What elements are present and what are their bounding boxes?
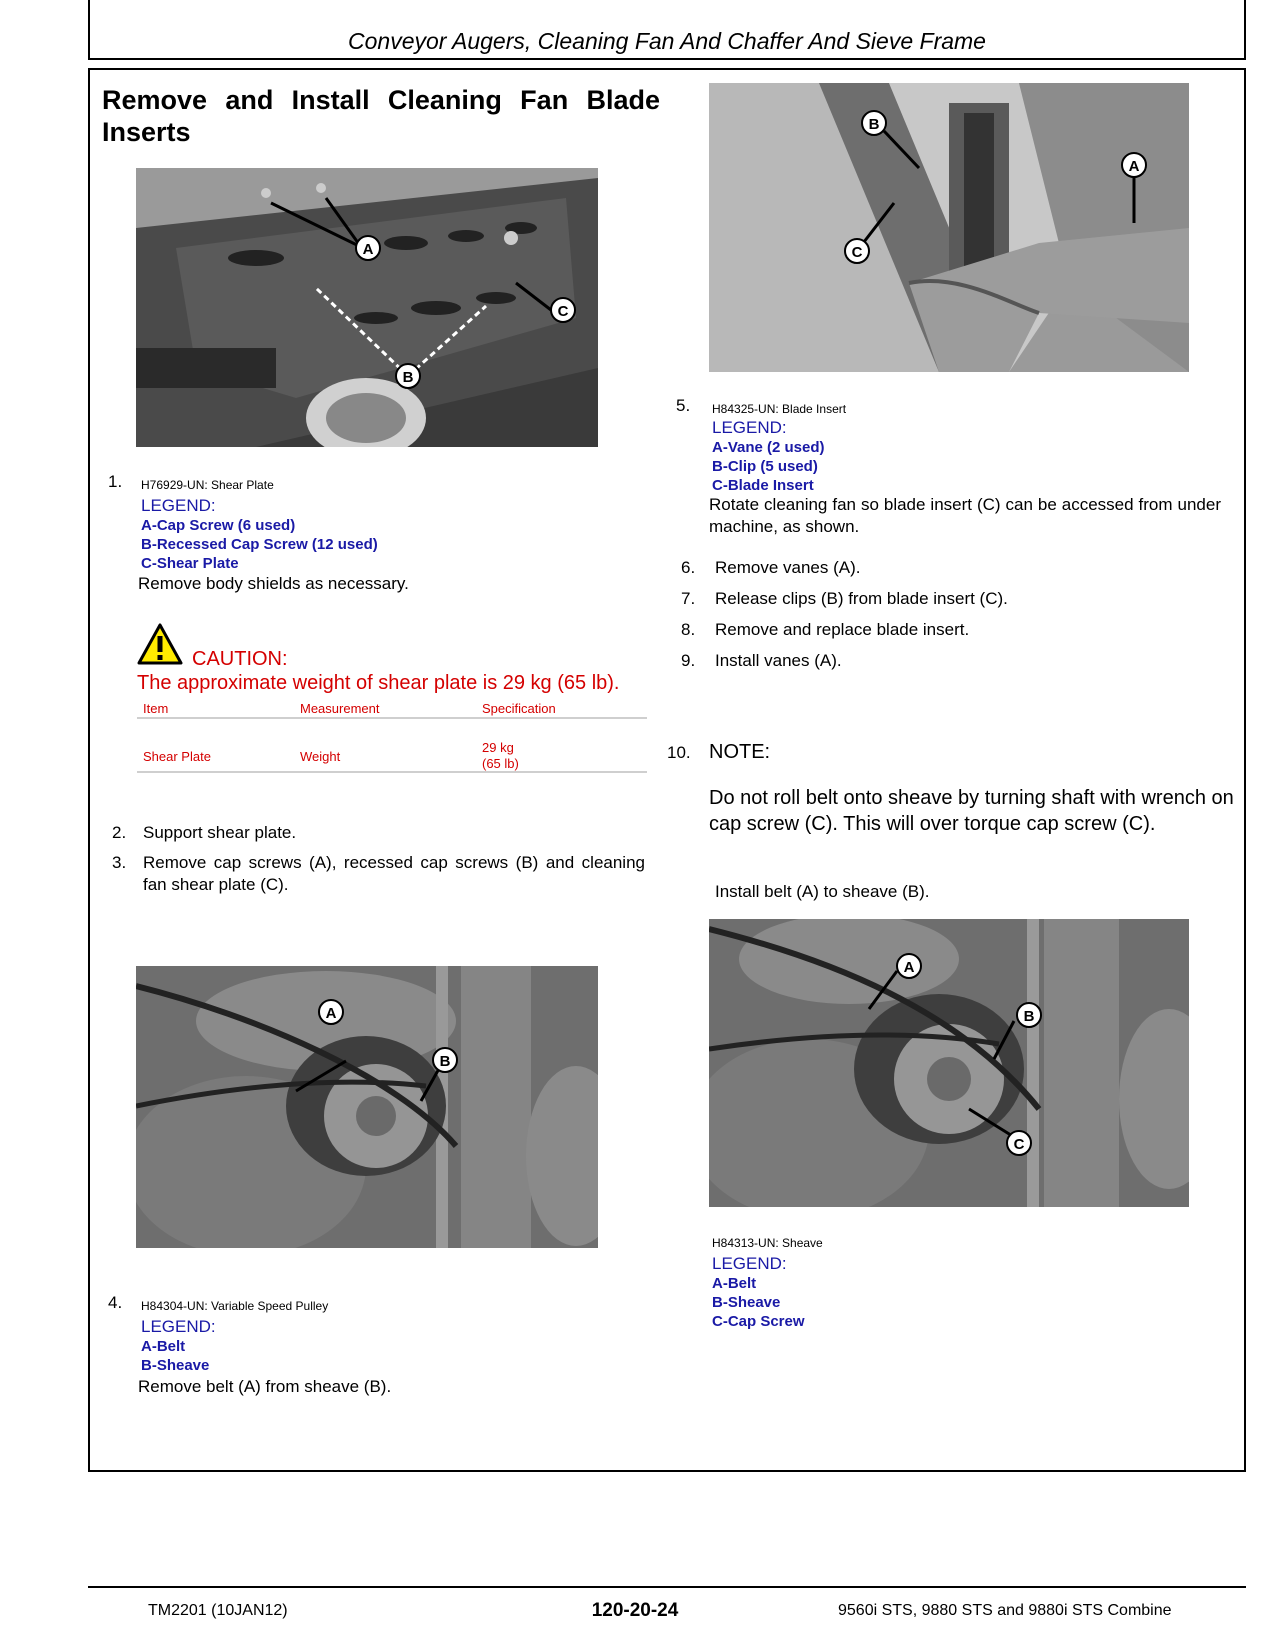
note-label: NOTE: xyxy=(709,741,771,763)
step-text: Install belt (A) to sheave (B). xyxy=(715,882,930,901)
shear-plate-photo xyxy=(136,168,598,447)
step-text: Remove body shields as necessary. xyxy=(138,574,409,593)
step-text: Remove cap screws (A), recessed cap screws (B) and cleaning fan shear plate (C). xyxy=(143,853,645,894)
document-id: TM2201 (10JAN12) xyxy=(148,1602,288,1619)
blade-insert-photo xyxy=(709,83,1189,372)
figure-caption: H84304-UN: Variable Speed Pulley xyxy=(141,1299,329,1313)
legend-item: A-Vane (2 used) xyxy=(712,439,825,456)
callout-b: B xyxy=(439,1053,451,1070)
figure-caption: H76929-UN: Shear Plate xyxy=(141,478,274,492)
legend-heading: LEGEND: xyxy=(712,1254,787,1273)
step-text: Support shear plate. xyxy=(143,823,297,842)
step-text: Release clips (B) from blade insert (C). xyxy=(715,589,1008,608)
variable-speed-pulley-photo xyxy=(136,966,598,1248)
legend-heading: LEGEND: xyxy=(141,1317,216,1336)
page-title: Remove and Install Cleaning Fan Blade Inserts xyxy=(102,85,660,147)
caution-label: CAUTION: xyxy=(192,648,288,670)
legend-item: C-Blade Insert xyxy=(712,477,814,494)
callout-b: B xyxy=(402,369,414,386)
spec-header-item: Item xyxy=(143,701,169,716)
legend-item: A-Belt xyxy=(712,1275,757,1292)
step-text: Install vanes (A). xyxy=(715,651,842,670)
sheave-photo xyxy=(709,919,1189,1207)
page-number: 120-20-24 xyxy=(591,1600,679,1621)
callout-b: B xyxy=(1023,1008,1035,1025)
step-text: Remove vanes (A). xyxy=(715,558,861,577)
section-title: Conveyor Augers, Cleaning Fan And Chaffer And Sieve Frame xyxy=(348,28,986,54)
figure-caption: H84325-UN: Blade Insert xyxy=(712,402,847,416)
step-number: 4. xyxy=(108,1293,123,1312)
spec-cell: 29 kg xyxy=(482,740,514,755)
legend-heading: LEGEND: xyxy=(712,418,787,437)
spec-header-measurement: Measurement xyxy=(300,701,380,716)
callout-b: B xyxy=(868,116,880,133)
step-number: 7. xyxy=(681,589,696,608)
spec-cell: (65 lb) xyxy=(482,756,519,771)
footer-divider xyxy=(88,1586,1246,1588)
step-text: Remove and replace blade insert. xyxy=(715,620,970,639)
callout-c: C xyxy=(1013,1136,1025,1153)
step-number: 2. xyxy=(112,823,127,842)
caution-text: The approximate weight of shear plate is 29 kg (65 lb). xyxy=(137,672,620,694)
legend-item: C-Cap Screw xyxy=(712,1313,805,1330)
step-text: Rotate cleaning fan so blade insert (C) can be accessed from under machine, as shown. xyxy=(709,495,1221,536)
legend-item: B-Sheave xyxy=(712,1294,781,1311)
legend-item: C-Shear Plate xyxy=(141,555,239,572)
legend-item: B-Clip (5 used) xyxy=(712,458,818,475)
step-number: 5. xyxy=(676,396,691,415)
step-number: 3. xyxy=(112,853,127,872)
step-number: 10. xyxy=(667,743,691,762)
step-text: Remove belt (A) from sheave (B). xyxy=(138,1377,392,1396)
step-number: 8. xyxy=(681,620,696,639)
step-number: 1. xyxy=(108,472,123,491)
warning-icon xyxy=(137,623,183,665)
figure-caption: H84313-UN: Sheave xyxy=(712,1236,823,1250)
callout-a: A xyxy=(325,1005,337,1022)
callout-c: C xyxy=(557,303,569,320)
spec-header-specification: Specification xyxy=(482,701,556,716)
step-number: 6. xyxy=(681,558,696,577)
legend-item: B-Sheave xyxy=(141,1357,210,1374)
spec-divider xyxy=(137,771,647,773)
model-name: 9560i STS, 9880 STS and 9880i STS Combine xyxy=(838,1602,1172,1619)
note-text: Do not roll belt onto sheave by turning shaft with wrench on cap screw (C). This will over torque cap screw (C). xyxy=(709,787,1234,835)
callout-a: A xyxy=(362,241,374,258)
legend-item: B-Recessed Cap Screw (12 used) xyxy=(141,536,378,553)
spec-cell: Shear Plate xyxy=(143,749,211,764)
legend-heading: LEGEND: xyxy=(141,496,216,515)
spec-cell: Weight xyxy=(300,749,341,764)
legend-item: A-Cap Screw (6 used) xyxy=(141,517,296,534)
callout-a: A xyxy=(1128,158,1140,175)
spec-divider xyxy=(137,717,647,719)
callout-c: C xyxy=(851,244,863,261)
step-number: 9. xyxy=(681,651,696,670)
callout-a: A xyxy=(903,959,915,976)
legend-item: A-Belt xyxy=(141,1338,186,1355)
